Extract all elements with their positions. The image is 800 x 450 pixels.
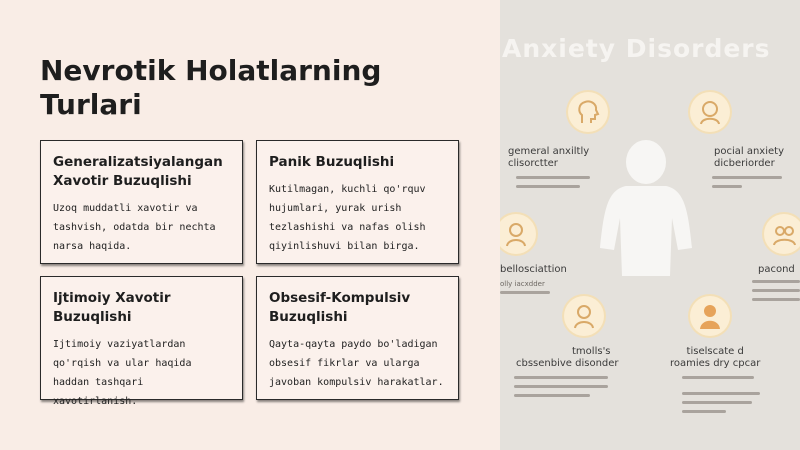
card-text: Kutilmagan, kuchli qo'rquv hujumlari, yurak urish tezlashishi va nafas olish qiyinlishuvi bilan birga. bbox=[269, 184, 426, 252]
text-line bbox=[752, 289, 800, 292]
card-text: Qayta-qayta paydo bo'ladigan obsesif fikrlar va ularga javoban kompulsiv harakatlar. bbox=[269, 339, 444, 388]
card-ocd bbox=[256, 276, 459, 400]
card-social-anxiety bbox=[40, 276, 243, 407]
label-ocd: tmolls's cbssenbive disonder bbox=[516, 346, 619, 369]
text-line bbox=[514, 376, 608, 379]
card-title: Panik Buzuqlishi bbox=[269, 154, 395, 170]
card-title: Obsesif-Kompulsiv Buzuqlishi bbox=[269, 290, 411, 325]
label-social-anxiety: pocial anxiety dicberiorder bbox=[714, 146, 784, 169]
infographic-title: Anxiety Disorders bbox=[502, 34, 771, 63]
text-line bbox=[682, 376, 754, 379]
page-title: Nevrotik Holatlarning Turlari bbox=[40, 54, 382, 121]
label-panic: pacond bbox=[758, 264, 795, 275]
text-line bbox=[514, 385, 608, 388]
label-phobia-sub: olly iacxdder bbox=[500, 280, 545, 288]
card-text: Uzoq muddatli xavotir va tashvish, odatda bir nechta narsa haqida. bbox=[53, 203, 216, 252]
infographic-image bbox=[500, 0, 800, 450]
text-line bbox=[516, 176, 590, 179]
text-line bbox=[682, 392, 760, 395]
group-icon bbox=[764, 214, 800, 254]
text-line bbox=[514, 394, 590, 397]
text-line bbox=[516, 185, 580, 188]
card-generalized-anxiety bbox=[40, 140, 243, 264]
text-line bbox=[712, 185, 742, 188]
person-icon bbox=[500, 214, 536, 254]
text-line bbox=[752, 280, 800, 283]
person-worried-icon bbox=[690, 92, 730, 132]
person-filled-icon bbox=[690, 296, 730, 336]
card-text: Ijtimoiy vaziyatlardan qo'rqish va ular haqida haddan tashqari xavotirlanish. bbox=[53, 339, 192, 407]
person-thinking-icon bbox=[564, 296, 604, 336]
text-line bbox=[752, 298, 800, 301]
text-line bbox=[712, 176, 782, 179]
card-title: Generalizatsiyalangan Xavotir Buzuqlishi bbox=[53, 154, 223, 189]
text-line bbox=[682, 401, 752, 404]
label-phobia: bellosciattion bbox=[500, 264, 567, 275]
head-profile-icon bbox=[568, 92, 608, 132]
label-general-anxiety: gemeral anxiltly clisorctter bbox=[508, 146, 590, 169]
label-ptsd: tiselscate d roamies dry cpcar bbox=[670, 346, 761, 369]
card-panic bbox=[256, 140, 459, 264]
card-title: Ijtimoiy Xavotir Buzuqlishi bbox=[53, 290, 171, 325]
person-silhouette-icon bbox=[598, 138, 694, 278]
text-line bbox=[682, 410, 726, 413]
text-line bbox=[500, 291, 550, 294]
